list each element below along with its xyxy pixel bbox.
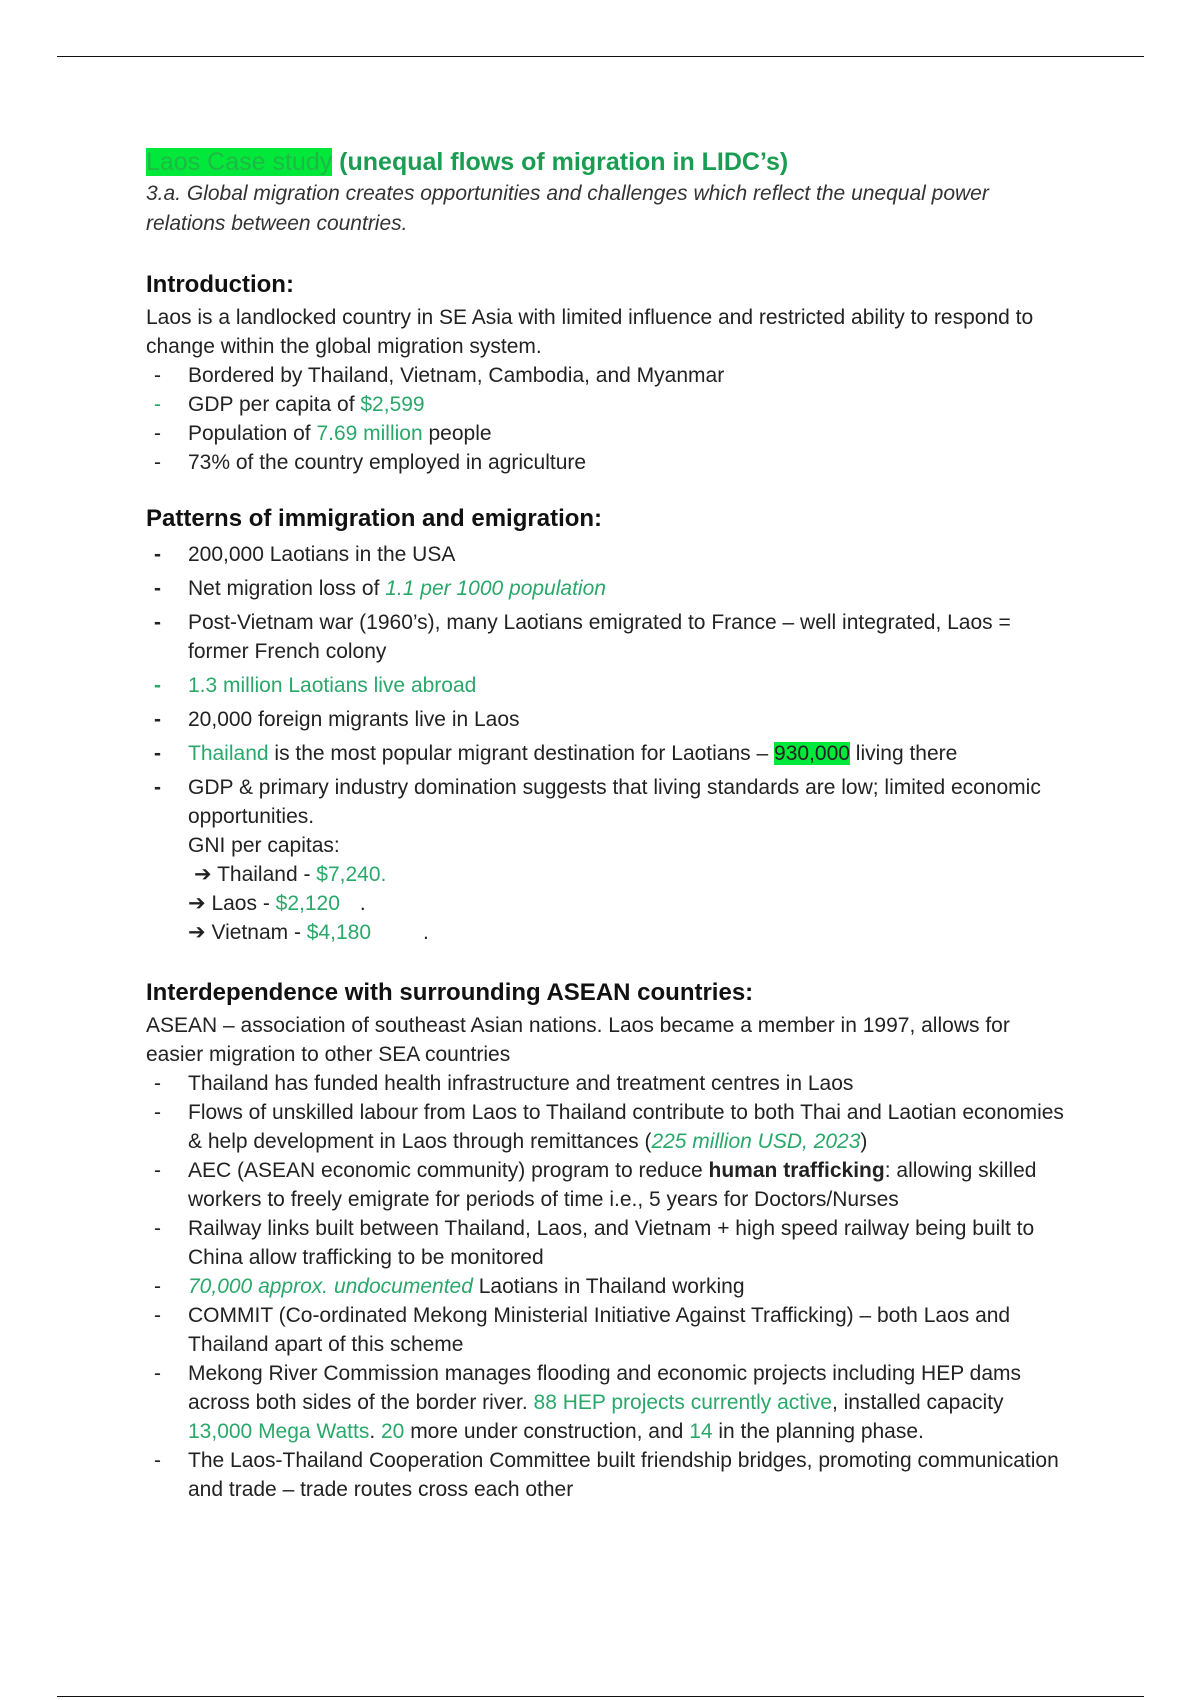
list-item [146,739,1066,768]
bullet-text: AEC (ASEAN economic community) program to reduce [188,1159,709,1182]
list-item [146,1156,1066,1214]
remittance-value: 225 million USD, 2023 [651,1130,861,1153]
bullet-text: living there [849,742,958,765]
bullet-text: Flows of unskilled labour from Laos to Thailand contribute to both Thai and Laotian economies & help development in Laos through remittances ( [188,1101,1064,1153]
bullet-text: Bordered by Thailand, Vietnam, Cambodia, and Myanmar [188,364,725,387]
list-item [146,574,1066,603]
bullet-text: 20,000 foreign migrants live in Laos [188,708,520,731]
number-highlight: 930,000 [774,742,850,765]
bullet-text: - GDP & primary industry domination suggests that living standards are low; limited economic opportunities. [188,776,1041,828]
bullet-text: Railway links built between Thailand, Laos, and Vietnam + high speed railway being built to China allow trafficking to be monitored [188,1217,1035,1269]
title-rest: (unequal flows of migration in LIDC’s) [339,148,789,176]
bullet-text: is the most popular migrant destination for Laotians – [268,742,775,765]
gni-row [188,889,1066,918]
list-item [146,705,1066,734]
bullet-text: in the planning phase. [712,1420,924,1443]
gdp-value: $2,599 [360,393,425,416]
bullet-text: , installed capacity [831,1391,1004,1414]
arrow-icon: ➔ [188,892,206,915]
bullet-text: Population of [188,422,317,445]
bullet-text: Laotians in Thailand working [472,1275,745,1298]
document-body [146,145,1066,1504]
undocumented-value: 70,000 approx. undocumented [188,1275,473,1298]
bullet-text: people [422,422,492,445]
interdependence-heading: Interdependence with surrounding ASEAN countries: [146,979,754,1006]
bullet-text: Post-Vietnam war (1960’s), many Laotians emigrated to France – well integrated, Laos = former French colony [188,611,1011,663]
bullet-text: Thailand has funded health infrastructure and treatment centres in Laos [188,1072,854,1095]
bold-term: human trafficking [708,1159,885,1182]
thailand-highlight: Thailand [188,742,269,765]
gni-country: Thailand - [217,863,317,886]
gni-label: GNI per capitas: [188,834,340,857]
bullet-text: : allowing skilled workers to freely emigrate for periods of time i.e., 5 years for Doctors/Nurses [188,1159,1037,1211]
gni-value: $4,180 [306,921,372,944]
title-highlight: Laos Case study [146,148,333,176]
intro-paragraph: Laos is a landlocked country in SE Asia with limited influence and restricted ability to respond to change within the global migration system. [146,306,1034,358]
gni-country: Vietnam - [211,921,307,944]
planning-count: 14 [689,1420,713,1443]
bullet-text: 1.3 million Laotians live abroad [188,674,477,697]
list-item [146,1272,1066,1301]
bullet-text: more under construction, and [404,1420,690,1443]
hep-projects-value: 88 HEP projects currently active [533,1391,832,1414]
list-item [146,1301,1066,1359]
list-item [146,1446,1066,1504]
capacity-value: 13,000 Mega Watts [188,1420,370,1443]
construction-count: 20 [381,1420,405,1443]
population-value: 7.69 million [316,422,423,445]
patterns-list [146,540,1066,947]
list-item [146,1098,1066,1156]
arrow-icon: ➔ [194,863,212,886]
list-item [146,1214,1066,1272]
intro-heading: Introduction: [146,271,294,298]
gni-value: $7,240. [316,863,387,886]
list-item [146,540,1066,569]
spec-subtitle: 3.a. Global migration creates opportunities and challenges which reflect the unequal power relations between countries. [146,182,989,235]
bullet-text: 73% of the country employed in agriculture [188,451,587,474]
list-item [146,608,1066,666]
bullet-text: ) [860,1130,868,1153]
bullet-text: 200,000 Laotians in the USA [188,543,456,566]
bullet-text: . [369,1420,381,1443]
interdependence-paragraph: ASEAN – association of southeast Asian nations. Laos became a member in 1997, allows for easier migration to other SEA countries [146,1014,1010,1066]
gni-value: $2,120 [275,892,340,915]
top-rule [57,56,1144,57]
bullet-text: GDP per capita of [188,393,361,416]
list-item [146,419,1066,448]
gni-row [188,860,1066,889]
list-item [146,448,1066,477]
list-item [146,390,1066,419]
interdependence-list [146,1069,1066,1504]
list-item [146,1359,1066,1446]
list-item [146,361,1066,390]
gni-row [188,918,1066,947]
bullet-text: Net migration loss of [188,577,386,600]
gni-tail: . [423,921,429,944]
list-item [146,773,1066,947]
patterns-heading: Patterns of immigration and emigration: [146,505,603,532]
arrow-icon: ➔ [188,921,206,944]
list-item [146,1069,1066,1098]
list-item [146,671,1066,700]
gni-tail: . [359,892,366,915]
bullet-text: The Laos-Thailand Cooperation Committee built friendship bridges, promoting communication and trade – trade routes cross each other [188,1449,1059,1501]
bullet-text: Mekong River Commission manages flooding and economic projects including HEP dams across both sides of the border river. [188,1362,1022,1414]
page-title [146,145,1066,179]
bottom-rule [57,1696,1144,1697]
net-migration-value: 1.1 per 1000 population [385,577,606,600]
bullet-text: COMMIT (Co-ordinated Mekong Ministerial Initiative Against Trafficking) – both Laos and Thailand apart of this scheme [188,1304,1011,1356]
intro-list [146,361,1066,477]
gni-country: Laos - [211,892,276,915]
